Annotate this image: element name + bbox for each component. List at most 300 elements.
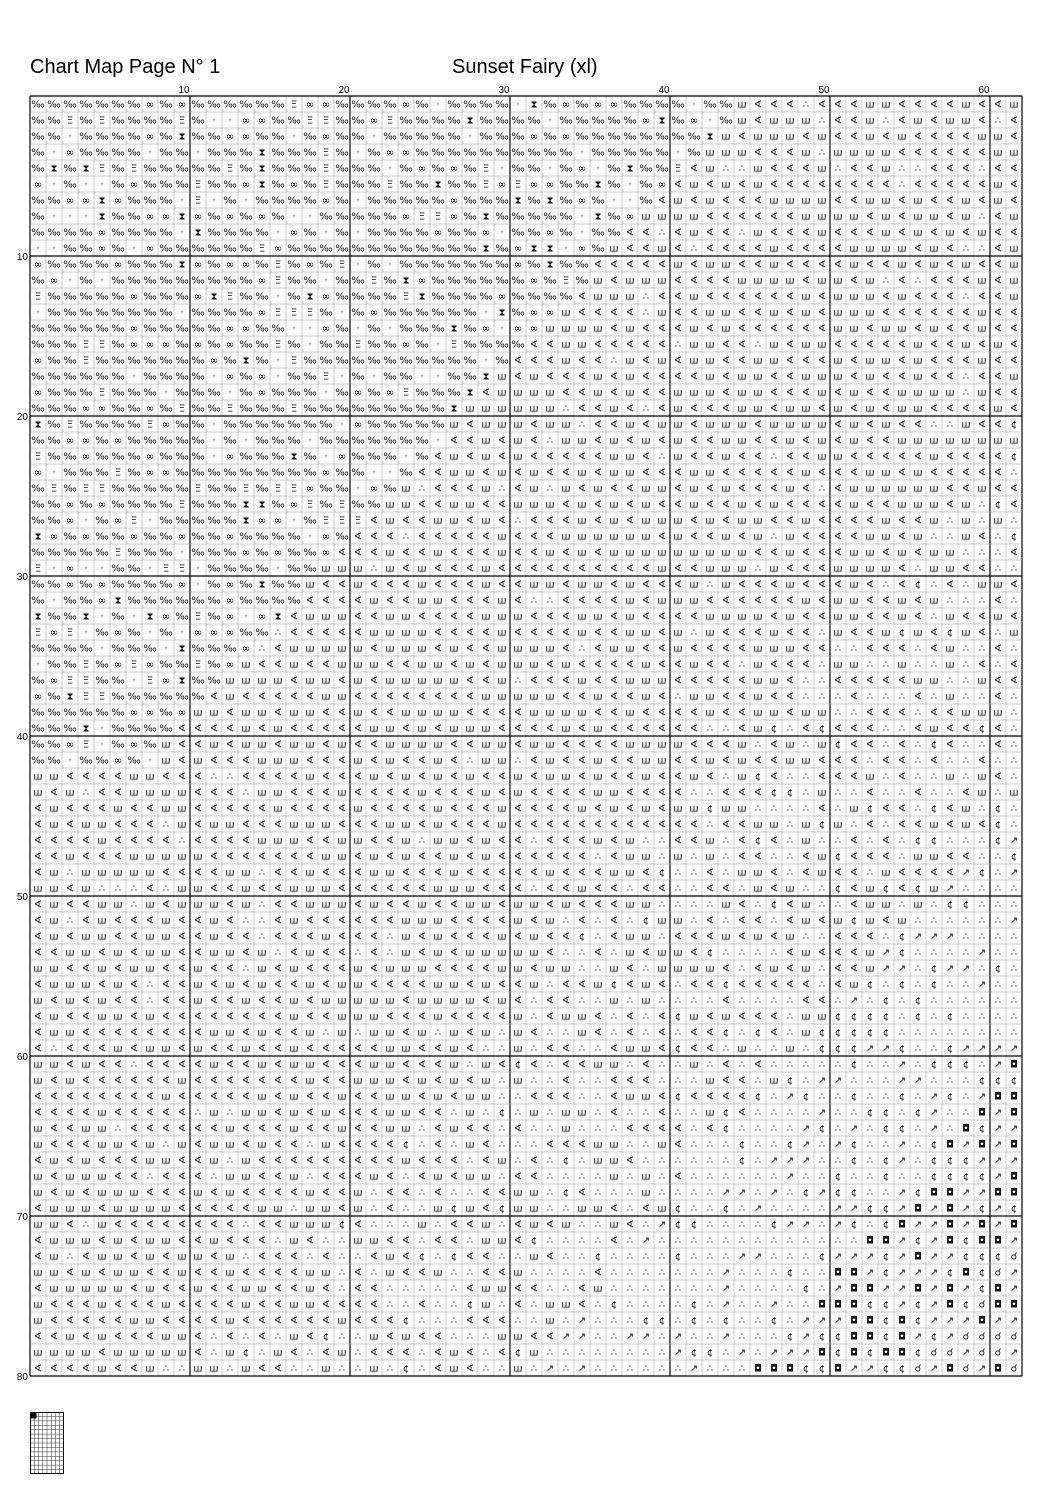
chart-cell-symbol: ∢	[354, 1220, 362, 1231]
chart-cell-symbol: ш	[689, 324, 698, 335]
chart-cell-symbol: ∢	[466, 1044, 474, 1055]
chart-cell-symbol: ∴	[563, 1348, 569, 1359]
chart-cell-symbol: ш	[449, 724, 458, 735]
chart-cell-symbol: ∴	[803, 804, 809, 815]
chart-cell-symbol: ш	[305, 900, 314, 911]
chart-cell-symbol: ·	[388, 468, 391, 479]
chart-cell-symbol: ‰	[479, 196, 492, 207]
chart-cell-symbol: ‰	[31, 676, 44, 687]
chart-cell-symbol: ш	[513, 404, 522, 415]
chart-cell-symbol: ∢	[370, 756, 378, 767]
chart-cell-symbol: ∢	[66, 932, 74, 943]
chart-cell-symbol: Ξ	[307, 308, 313, 319]
chart-cell-symbol: Ξ	[355, 340, 361, 351]
chart-cell-symbol: ш	[641, 852, 650, 863]
chart-cell-symbol: ◘	[946, 1204, 954, 1215]
chart-cell-symbol: ш	[33, 1300, 42, 1311]
chart-cell-symbol: ∴	[707, 1236, 713, 1247]
chart-cell-symbol: ∴	[883, 580, 889, 591]
chart-cell-symbol: ш	[337, 692, 346, 703]
chart-cell-symbol: ∢	[898, 564, 906, 575]
chart-cell-symbol: ∴	[723, 1236, 729, 1247]
chart-cell-symbol: ш	[625, 932, 634, 943]
chart-cell-symbol: ш	[737, 1044, 746, 1055]
chart-cell-symbol: ‰	[47, 260, 60, 271]
chart-cell-symbol: ∴	[451, 1300, 457, 1311]
chart-cell-symbol: ш	[689, 388, 698, 399]
chart-cell-symbol: ∞	[258, 516, 266, 527]
chart-cell-symbol: ¢	[947, 1268, 953, 1279]
chart-cell-symbol: ш	[257, 964, 266, 975]
chart-cell-symbol: ш	[897, 436, 906, 447]
chart-cell-symbol: ∢	[66, 1268, 74, 1279]
chart-cell-symbol: ∞	[34, 468, 42, 479]
chart-cell-symbol: ш	[353, 964, 362, 975]
chart-cell-symbol: ∴	[451, 1316, 457, 1327]
chart-cell-symbol: ∢	[994, 676, 1002, 687]
chart-cell-symbol: ш	[577, 1028, 586, 1039]
chart-cell-symbol: ∢	[722, 1076, 730, 1087]
chart-cell-symbol: ∢	[562, 1044, 570, 1055]
chart-cell-symbol: ∴	[691, 1156, 697, 1167]
chart-cell-symbol: ∢	[754, 852, 762, 863]
chart-cell-symbol: ∴	[515, 1140, 521, 1151]
chart-cell-symbol: ш	[289, 884, 298, 895]
chart-cell-symbol: ∴	[755, 1172, 761, 1183]
chart-cell-symbol: ∢	[386, 1188, 394, 1199]
chart-cell-symbol: ∴	[803, 1204, 809, 1215]
chart-cell-symbol: ∴	[707, 1220, 713, 1231]
chart-cell-symbol: ∢	[82, 1300, 90, 1311]
chart-cell-symbol: ‰	[351, 180, 364, 191]
chart-cell-symbol: ш	[529, 500, 538, 511]
chart-cell-symbol: ш	[801, 820, 810, 831]
chart-cell-symbol: ∴	[691, 868, 697, 879]
chart-cell-symbol: ∴	[787, 804, 793, 815]
chart-cell-symbol: ‰	[399, 244, 412, 255]
chart-cell-symbol: ш	[657, 420, 666, 431]
chart-cell-symbol: ∢	[194, 1316, 202, 1327]
chart-cell-symbol: ⧗	[450, 404, 457, 415]
chart-cell-symbol: ш	[817, 420, 826, 431]
chart-cell-symbol: ш	[865, 132, 874, 143]
chart-cell-symbol: ∴	[723, 868, 729, 879]
chart-cell-symbol: ∢	[434, 1044, 442, 1055]
chart-cell-symbol: ∢	[114, 1364, 122, 1375]
chart-cell-symbol: ш	[625, 836, 634, 847]
chart-cell-symbol: ‰	[415, 356, 428, 367]
chart-cell-symbol: ∢	[850, 884, 858, 895]
chart-cell-symbol: ∢	[498, 708, 506, 719]
chart-cell-symbol: ш	[913, 388, 922, 399]
chart-cell-symbol: ◘	[850, 1316, 858, 1327]
chart-cell-symbol: ‰	[159, 308, 172, 319]
chart-cell-symbol: ∞	[82, 452, 90, 463]
chart-cell-symbol: ↗	[898, 1300, 906, 1311]
chart-cell-symbol: ∴	[707, 900, 713, 911]
chart-cell-symbol: ↗	[818, 1188, 826, 1199]
chart-cell-symbol: ‰	[367, 356, 380, 367]
chart-cell-symbol: ш	[641, 900, 650, 911]
chart-cell-symbol: ш	[993, 180, 1002, 191]
chart-cell-symbol: Ξ	[99, 340, 105, 351]
chart-cell-symbol: ∢	[738, 820, 746, 831]
chart-cell-symbol: ш	[721, 532, 730, 543]
chart-cell-symbol: ∢	[834, 436, 842, 447]
chart-cell-symbol: ш	[721, 804, 730, 815]
chart-cell-symbol: ∢	[978, 468, 986, 479]
chart-cell-symbol: ∢	[578, 388, 586, 399]
chart-cell-symbol: ∢	[338, 868, 346, 879]
chart-cell-symbol: ∴	[611, 1364, 617, 1375]
chart-cell-symbol: ш	[497, 820, 506, 831]
chart-cell-symbol: ‰	[559, 164, 572, 175]
chart-cell-symbol: ‰	[607, 212, 620, 223]
chart-cell-symbol: ¢	[883, 996, 889, 1007]
chart-cell-symbol: ш	[225, 1348, 234, 1359]
chart-cell-symbol: ‰	[351, 356, 364, 367]
chart-cell-symbol: ∴	[835, 692, 841, 703]
chart-cell-symbol: ∢	[690, 404, 698, 415]
chart-cell-symbol: ш	[417, 596, 426, 607]
chart-cell-symbol: Ξ	[195, 484, 201, 495]
chart-cell-symbol: ∴	[883, 772, 889, 783]
chart-cell-symbol: ¢	[979, 1076, 985, 1087]
chart-cell-symbol: ·	[244, 436, 247, 447]
chart-cell-symbol: ◘	[946, 1236, 954, 1247]
chart-cell-symbol: ‰	[463, 212, 476, 223]
chart-cell-symbol: ∢	[706, 884, 714, 895]
chart-cell-symbol: ш	[769, 308, 778, 319]
chart-cell-symbol: ∴	[691, 1172, 697, 1183]
chart-cell-symbol: ∢	[898, 772, 906, 783]
chart-cell-symbol: ш	[385, 996, 394, 1007]
chart-cell-symbol: ∴	[963, 372, 969, 383]
chart-cell-symbol: ∴	[83, 1220, 89, 1231]
chart-cell-symbol: ∴	[755, 740, 761, 751]
chart-cell-symbol: ∢	[226, 708, 234, 719]
chart-cell-symbol: ‰	[607, 228, 620, 239]
chart-cell-symbol: ∢	[610, 692, 618, 703]
chart-cell-symbol: ∴	[771, 1044, 777, 1055]
chart-cell-symbol: ∢	[242, 836, 250, 847]
chart-cell-symbol: ∢	[66, 820, 74, 831]
chart-cell-symbol: ∢	[242, 948, 250, 959]
chart-cell-symbol: ↗	[786, 1156, 794, 1167]
chart-cell-symbol: ↗	[994, 1220, 1002, 1231]
chart-cell-symbol: ∢	[130, 1076, 138, 1087]
chart-cell-symbol: ∢	[498, 580, 506, 591]
chart-cell-symbol: ∢	[338, 1172, 346, 1183]
chart-cell-symbol: ∢	[274, 1060, 282, 1071]
chart-cell-symbol: ‰	[63, 532, 76, 543]
chart-cell-symbol: ш	[657, 596, 666, 607]
chart-cell-symbol: ∢	[290, 1188, 298, 1199]
chart-cell-symbol: ∢	[642, 340, 650, 351]
chart-cell-symbol: ∴	[243, 916, 249, 927]
chart-cell-symbol: ∢	[802, 612, 810, 623]
chart-cell-symbol: ∢	[978, 116, 986, 127]
chart-cell-symbol: ∢	[386, 580, 394, 591]
chart-cell-symbol: ∢	[674, 500, 682, 511]
chart-cell-symbol: ∞	[50, 532, 58, 543]
chart-cell-symbol: Ξ	[387, 180, 393, 191]
chart-cell-symbol: ‰	[47, 420, 60, 431]
chart-cell-symbol: ∴	[819, 932, 825, 943]
chart-cell-symbol: ∢	[722, 708, 730, 719]
chart-cell-symbol: ‰	[415, 324, 428, 335]
chart-cell-symbol: ш	[913, 436, 922, 447]
chart-cell-symbol: ∢	[850, 948, 858, 959]
chart-cell-symbol: ☌	[1011, 1332, 1018, 1343]
chart-cell-symbol: ∢	[770, 740, 778, 751]
chart-cell-symbol: ◘	[882, 1348, 890, 1359]
chart-cell-symbol: ↗	[994, 1124, 1002, 1135]
chart-cell-symbol: ∢	[626, 1076, 634, 1087]
chart-cell-symbol: ш	[977, 228, 986, 239]
chart-cell-symbol: ∴	[963, 1012, 969, 1023]
chart-cell-symbol: ¢	[835, 852, 841, 863]
chart-cell-symbol: ∢	[546, 884, 554, 895]
chart-cell-symbol: ‰	[239, 100, 252, 111]
chart-cell-symbol: ‰	[367, 420, 380, 431]
chart-cell-symbol: ‰	[431, 388, 444, 399]
chart-cell-symbol: ∢	[530, 564, 538, 575]
chart-cell-symbol: ↗	[850, 1364, 858, 1375]
chart-cell-symbol: ш	[449, 836, 458, 847]
chart-cell-symbol: ∢	[690, 980, 698, 991]
chart-cell-symbol: ∢	[530, 1172, 538, 1183]
chart-cell-symbol: ш	[609, 868, 618, 879]
chart-cell-symbol: ‰	[255, 420, 268, 431]
chart-cell-symbol: ‰	[47, 548, 60, 559]
chart-cell-symbol: ¢	[899, 628, 905, 639]
chart-cell-symbol: ∴	[819, 1092, 825, 1103]
chart-cell-symbol: ш	[929, 884, 938, 895]
chart-cell-symbol: ·	[356, 148, 359, 159]
chart-cell-symbol: ‰	[655, 132, 668, 143]
chart-cell-symbol: ш	[49, 1204, 58, 1215]
chart-cell-symbol: ↗	[754, 1204, 762, 1215]
chart-cell-symbol: ‰	[191, 644, 204, 655]
chart-cell-symbol: ‰	[479, 116, 492, 127]
chart-cell-symbol: ∢	[178, 740, 186, 751]
chart-cell-symbol: ш	[689, 548, 698, 559]
chart-cell-symbol: ¢	[803, 1092, 809, 1103]
chart-cell-symbol: ‰	[175, 452, 188, 463]
chart-cell-symbol: ш	[465, 404, 474, 415]
chart-cell-symbol: ‰	[303, 148, 316, 159]
chart-cell-symbol: ∢	[978, 196, 986, 207]
chart-cell-symbol: ∢	[610, 1204, 618, 1215]
chart-cell-symbol: ∞	[114, 196, 122, 207]
chart-cell-symbol: ш	[897, 260, 906, 271]
chart-cell-symbol: ш	[289, 836, 298, 847]
chart-cell-symbol: ∴	[659, 452, 665, 463]
chart-cell-symbol: ∢	[946, 148, 954, 159]
chart-cell-symbol: ‰	[79, 580, 92, 591]
chart-cell-symbol: ¢	[979, 868, 985, 879]
chart-cell-symbol: ∴	[739, 1364, 745, 1375]
chart-cell-symbol: ∢	[50, 1188, 58, 1199]
chart-cell-symbol: ∞	[34, 180, 42, 191]
chart-cell-symbol: ∢	[994, 324, 1002, 335]
chart-cell-symbol: ш	[929, 852, 938, 863]
chart-cell-symbol: ‰	[31, 724, 44, 735]
chart-cell-symbol: ∴	[643, 836, 649, 847]
chart-cell-symbol: ∢	[450, 1220, 458, 1231]
chart-cell-symbol: ∢	[898, 340, 906, 351]
chart-cell-symbol: ☌	[963, 1332, 970, 1343]
chart-cell-symbol: ∢	[306, 1044, 314, 1055]
chart-cell-symbol: ш	[801, 148, 810, 159]
chart-cell-symbol: ‰	[143, 388, 156, 399]
chart-cell-symbol: ш	[577, 1012, 586, 1023]
chart-cell-symbol: ‰	[255, 260, 268, 271]
chart-cell-symbol: ∴	[803, 1268, 809, 1279]
chart-cell-symbol: ш	[513, 964, 522, 975]
chart-cell-symbol: ∢	[978, 756, 986, 767]
chart-cell-symbol: ∢	[130, 1092, 138, 1103]
chart-cell-symbol: ·	[180, 308, 183, 319]
chart-cell-symbol: ш	[337, 1348, 346, 1359]
chart-cell-symbol: ‰	[79, 468, 92, 479]
chart-cell-symbol: ш	[145, 900, 154, 911]
chart-cell-symbol: ∢	[258, 1364, 266, 1375]
chart-cell-symbol: ∴	[595, 1076, 601, 1087]
chart-cell-symbol: ∢	[562, 1092, 570, 1103]
chart-cell-symbol: ш	[369, 660, 378, 671]
chart-cell-symbol: ш	[65, 1188, 74, 1199]
chart-cell-symbol: ∴	[563, 1284, 569, 1295]
chart-cell-symbol: ‰	[143, 548, 156, 559]
chart-cell-symbol: ¢	[755, 1028, 761, 1039]
chart-cell-symbol: ш	[721, 932, 730, 943]
chart-cell-symbol: ш	[465, 1172, 474, 1183]
chart-cell-symbol: ‰	[127, 196, 140, 207]
chart-cell-symbol: ш	[129, 868, 138, 879]
chart-cell-symbol: ш	[721, 452, 730, 463]
chart-cell-symbol: ∢	[994, 292, 1002, 303]
chart-cell-symbol: ∢	[130, 1012, 138, 1023]
chart-cell-symbol: ∞	[274, 244, 282, 255]
chart-cell-symbol: ш	[1009, 276, 1018, 287]
chart-cell-symbol: ∴	[547, 596, 553, 607]
chart-cell-symbol: ш	[577, 324, 586, 335]
chart-cell-symbol: ∴	[755, 900, 761, 911]
chart-cell-symbol: ⧗	[178, 260, 185, 271]
chart-cell-symbol: ¢	[803, 1188, 809, 1199]
chart-cell-symbol: ∞	[530, 132, 538, 143]
chart-cell-symbol: ∢	[546, 996, 554, 1007]
chart-cell-symbol: ∴	[995, 660, 1001, 671]
chart-cell-symbol: ∢	[834, 868, 842, 879]
chart-cell-symbol: ·	[180, 628, 183, 639]
chart-cell-symbol: ш	[993, 148, 1002, 159]
chart-cell-symbol: ш	[769, 644, 778, 655]
chart-cell-symbol: ∴	[803, 100, 809, 111]
chart-cell-symbol: ш	[209, 932, 218, 943]
chart-cell-symbol: ∴	[499, 1140, 505, 1151]
chart-cell-symbol: ∢	[818, 404, 826, 415]
chart-cell-symbol: ¢	[899, 932, 905, 943]
chart-cell-symbol: ∴	[403, 1300, 409, 1311]
chart-cell-symbol: ш	[561, 1108, 570, 1119]
chart-cell-symbol: ¢	[707, 948, 713, 959]
chart-cell-symbol: ∢	[130, 980, 138, 991]
chart-cell-symbol: ∢	[546, 820, 554, 831]
chart-cell-symbol: ◘	[946, 1140, 954, 1151]
chart-cell-symbol: ∢	[274, 1124, 282, 1135]
chart-cell-symbol: ∴	[771, 1092, 777, 1103]
chart-cell-symbol: ш	[689, 660, 698, 671]
chart-cell-symbol: ‰	[447, 116, 460, 127]
chart-cell-symbol: ∴	[915, 964, 921, 975]
chart-cell-symbol: ∢	[178, 1044, 186, 1055]
chart-cell-symbol: ◘	[898, 1348, 906, 1359]
chart-cell-symbol: ш	[881, 100, 890, 111]
chart-cell-symbol: ∴	[819, 484, 825, 495]
chart-cell-symbol: ·	[52, 468, 55, 479]
chart-cell-symbol: ∢	[674, 180, 682, 191]
chart-cell-symbol: ‰	[383, 372, 396, 383]
chart-cell-symbol: ∢	[370, 804, 378, 815]
chart-cell-symbol: ∞	[242, 644, 250, 655]
chart-cell-symbol: ‰	[79, 244, 92, 255]
chart-cell-symbol: Ξ	[323, 372, 329, 383]
chart-cell-symbol: ‰	[191, 404, 204, 415]
chart-cell-symbol: ∢	[562, 804, 570, 815]
chart-cell-symbol: ∢	[546, 628, 554, 639]
chart-cell-symbol: ∢	[402, 1060, 410, 1071]
chart-cell-symbol: ∴	[947, 948, 953, 959]
chart-cell-symbol: ¢	[995, 1252, 1001, 1263]
chart-cell-symbol: ш	[993, 708, 1002, 719]
chart-cell-symbol: ш	[369, 852, 378, 863]
chart-cell-symbol: ∴	[419, 836, 425, 847]
chart-cell-symbol: ‰	[511, 276, 524, 287]
chart-cell-symbol: ∢	[674, 292, 682, 303]
chart-cell-symbol: ш	[881, 516, 890, 527]
chart-cell-symbol: ш	[545, 404, 554, 415]
chart-cell-symbol: ∴	[659, 1364, 665, 1375]
chart-cell-symbol: ∴	[531, 1268, 537, 1279]
chart-cell-symbol: ‰	[591, 116, 604, 127]
chart-cell-symbol: ∢	[242, 1316, 250, 1327]
chart-cell-symbol: ∢	[610, 916, 618, 927]
chart-cell-symbol: ‰	[207, 164, 220, 175]
chart-cell-symbol: ∴	[659, 1252, 665, 1263]
chart-cell-symbol: ∢	[194, 804, 202, 815]
chart-cell-symbol: Ξ	[227, 164, 233, 175]
chart-cell-symbol: ш	[401, 948, 410, 959]
chart-cell-symbol: ↗	[850, 1124, 858, 1135]
chart-cell-symbol: ∢	[914, 420, 922, 431]
chart-cell-symbol: ш	[385, 1108, 394, 1119]
chart-cell-symbol: ш	[753, 676, 762, 687]
chart-cell-symbol: ∴	[803, 1044, 809, 1055]
chart-cell-symbol: ш	[65, 1332, 74, 1343]
chart-cell-symbol: ш	[849, 548, 858, 559]
chart-cell-symbol: ∢	[802, 324, 810, 335]
chart-cell-symbol: ш	[385, 1076, 394, 1087]
chart-cell-symbol: ‰	[31, 340, 44, 351]
chart-cell-symbol: ∢	[498, 980, 506, 991]
chart-cell-symbol: ∞	[146, 708, 154, 719]
chart-cell-symbol: ш	[913, 116, 922, 127]
chart-cell-symbol: ∴	[995, 756, 1001, 767]
chart-cell-symbol: ∢	[706, 228, 714, 239]
